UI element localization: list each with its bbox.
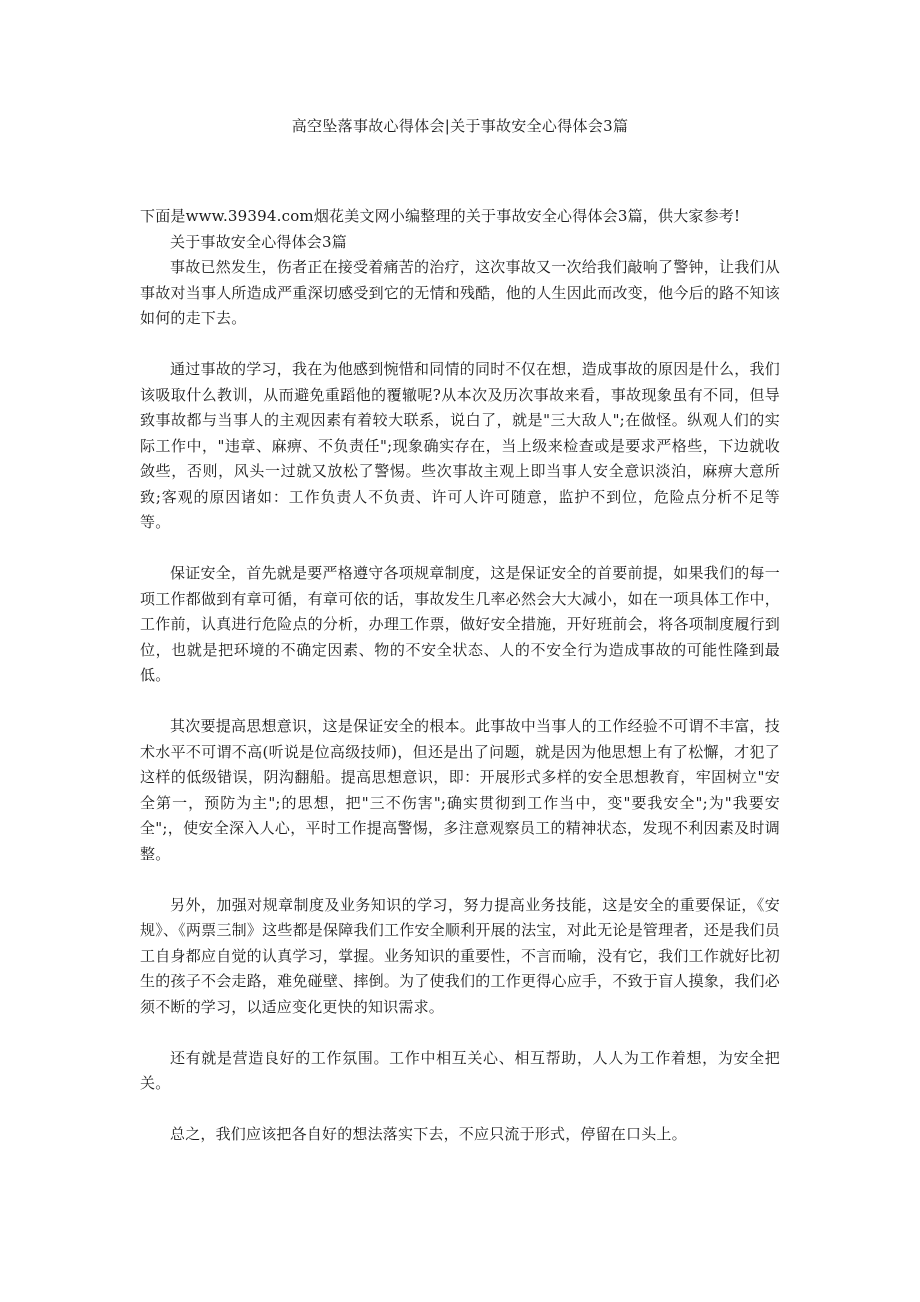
intro-line: 下面是www.39394.com烟花美文网小编整理的关于事故安全心得体会3篇，供大家参考! bbox=[140, 207, 741, 225]
paragraph-2: 通过事故的学习，我在为他感到惋惜和同情的同时不仅在想，造成事故的原因是什么，我们该吸取什么教训，从而避免重蹈他的覆辙呢?从本次及历次事故来看，事故现象虽有不同，但导致事故都与当事人的主观因素有着较大联系，说白了，就是"三大敌人";在做怪。纵观人们的实际工作中，"违章、麻痹、不负责任";现象确实存在，当上级来检查或是要求严格些，下边就收敛些，否则，风头一过就又放松了警惕。些次事故主观上即当事人安全意识淡泊，麻痹大意所致;客观的原因诸如：工作负责人不负责、许可人许可随意，监护不到位，危险点分析不足等等。 bbox=[140, 360, 780, 531]
document-title: 高空坠落事故心得体会|关于事故安全心得体会3篇 bbox=[291, 117, 629, 135]
paragraph-3: 保证安全，首先就是要严格遵守各项规章制度，这是保证安全的首要前提，如果我们的每一项工作都做到有章可循，有章可依的话，事故发生几率必然会大大减小，如在一项具体工作中，工作前，认真进行危险点的分析，办理工作票，做好安全措施，开好班前会，将各项制度履行到位，也就是把环境的不确定因素、物的不安全状态、人的不安全行为造成事故的可能性隆到最低。 bbox=[140, 564, 780, 684]
paragraph-6: 还有就是营造良好的工作氛围。工作中相互关心、相互帮助，人人为工作着想，为安全把关。 bbox=[140, 1048, 780, 1092]
paragraph-4: 其次要提高思想意识，这是保证安全的根本。此事故中当事人的工作经验不可谓不丰富，技术水平不可谓不高(听说是位高级技师)，但还是出了问题，就是因为他思想上有了松懈，才犯了这样的低级错误，阴沟翻船。提高思想意识，即：开展形式多样的安全思想教育，牢固树立"安全第一，预防为主";的思想，把"三不伤害";确实贯彻到工作当中，变"要我安全";为"我要安全";，使安全深入人心，平时工作提高警惕，多注意观察员工的精神状态，发现不利因素及时调整。 bbox=[140, 717, 780, 863]
section-subtitle: 关于事故安全心得体会3篇 bbox=[170, 232, 347, 251]
paragraph-7: 总之，我们应该把各自好的想法落实下去，不应只流于形式，停留在口头上。 bbox=[170, 1125, 687, 1143]
document-body bbox=[140, 204, 780, 1148]
paragraph-1: 事故已然发生，伤者正在接受着痛苦的治疗，这次事故又一次给我们敲响了警钟，让我们从事故对当事人所造成严重深切感受到它的无情和残酷，他的人生因此而改变，他今后的路不知该如何的走下去。 bbox=[140, 258, 780, 327]
paragraph-5: 另外，加强对规章制度及业务知识的学习，努力提高业务技能，这是安全的重要保证，《安规》、《两票三制》这些都是保障我们工作安全顺利开展的法宝，对此无论是管理者，还是我们员工自身都应自觉的认真学习，掌握。业务知识的重要性，不言而喻，没有它，我们工作就好比初生的孩子不会走路，难免碰壁、摔倒。为了使我们的工作更得心应手，不致于盲人摸象，我们必须不断的学习，以适应变化更快的知识需求。 bbox=[140, 895, 780, 1016]
